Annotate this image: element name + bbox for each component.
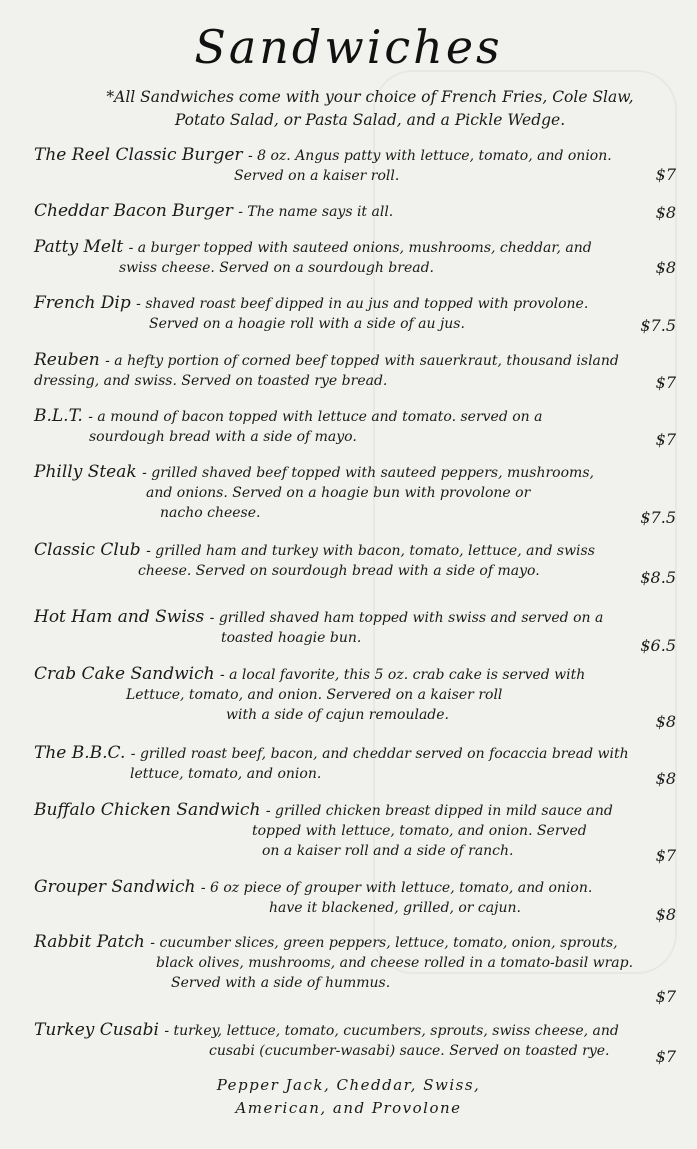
menu-item-description: Served on a hoagie roll with a side of au jus. xyxy=(149,316,465,332)
menu-item-description-line xyxy=(34,821,624,841)
menu-item-price: $8 xyxy=(655,769,676,788)
menu-item-description-line xyxy=(34,973,624,993)
menu-item-description: - 8 oz. Angus patty with lettuce, tomato, and onion. xyxy=(247,148,612,164)
menu-item-description-line xyxy=(34,371,624,391)
menu-item-first-line xyxy=(34,406,624,427)
menu-item-first-line xyxy=(34,237,624,258)
menu-item-first-line xyxy=(34,540,624,561)
menu-item-description: sourdough bread with a side of mayo. xyxy=(89,429,357,445)
menu-item-description-line xyxy=(34,1041,624,1061)
menu-item xyxy=(34,540,624,581)
menu-item-price: $7 xyxy=(655,430,676,449)
menu-item-first-line xyxy=(34,932,624,953)
menu-item-description: Served on a kaiser roll. xyxy=(234,168,400,184)
menu-item-name: Patty Melt xyxy=(34,237,129,257)
menu-item-description: toasted hoagie bun. xyxy=(221,630,362,646)
menu-item-first-line xyxy=(34,293,624,314)
menu-item xyxy=(34,607,624,648)
menu-item-name: Classic Club xyxy=(34,540,147,560)
menu-item-description: cusabi (cucumber-wasabi) sauce. Served on toasted rye. xyxy=(209,1043,610,1059)
menu-item-description: and onions. Served on a hoagie bun with provolone or xyxy=(146,485,531,501)
menu-item-price: $7 xyxy=(655,373,676,392)
menu-item-price: $8 xyxy=(655,712,676,731)
menu-item xyxy=(34,664,624,725)
menu-item-price: $7 xyxy=(655,165,676,184)
menu-item-first-line xyxy=(34,462,624,483)
menu-item-price: $7 xyxy=(655,846,676,865)
menu-item-description: swiss cheese. Served on a sourdough bread. xyxy=(119,260,434,276)
menu-item-name: Buffalo Chicken Sandwich xyxy=(34,800,266,820)
menu-item-name: Reuben xyxy=(34,350,106,370)
menu-item-description: black olives, mushrooms, and cheese rolled in a tomato-basil wrap. xyxy=(156,955,634,971)
menu-item-description: lettuce, tomato, and onion. xyxy=(130,766,322,782)
menu-item-description-line xyxy=(34,314,624,334)
menu-item-name: Rabbit Patch xyxy=(34,932,151,952)
menu-item-first-line xyxy=(34,607,624,628)
menu-item-name: B.L.T. xyxy=(34,406,89,426)
menu-item-description: cheese. Served on sourdough bread with a side of mayo. xyxy=(138,563,540,579)
menu-item xyxy=(34,743,629,784)
menu-item-description: nacho cheese. xyxy=(160,505,261,521)
menu-item-price: $8 xyxy=(655,203,676,222)
menu-item-description: with a side of cajun remoulade. xyxy=(226,707,450,723)
sides-note-line-1: *All Sandwiches come with your choice of French Fries, Cole Slaw, xyxy=(106,88,634,106)
menu-item-description: Lettuce, tomato, and onion. Servered on a kaiser roll xyxy=(126,687,503,703)
menu-item-description-line xyxy=(34,841,624,861)
menu-item-first-line xyxy=(34,743,629,764)
menu-item-description-line xyxy=(34,953,634,973)
menu-item xyxy=(34,201,624,222)
menu-item-price: $7 xyxy=(655,1047,676,1066)
menu-item-description: - grilled shaved ham topped with swiss and served on a xyxy=(209,610,604,626)
menu-item-name: French Dip xyxy=(34,293,137,313)
menu-item-description: dressing, and swiss. Served on toasted rye bread. xyxy=(34,373,388,389)
menu-item-description-line xyxy=(34,685,624,705)
menu-item-description: - grilled chicken breast dipped in mild sauce and xyxy=(265,803,613,819)
sandwich-sides-note xyxy=(90,86,650,132)
menu-item xyxy=(34,293,624,334)
menu-item-description: - The name says it all. xyxy=(238,204,394,220)
menu-item-description-line xyxy=(34,503,624,523)
menu-item-price: $7.5 xyxy=(640,508,676,527)
menu-item-first-line xyxy=(34,800,624,821)
menu-item-first-line xyxy=(34,201,624,222)
menu-item-description: - a hefty portion of corned beef topped with sauerkraut, thousand island xyxy=(105,353,619,369)
sides-note-line-2: Potato Salad, or Pasta Salad, and a Pickle Wedge. xyxy=(174,111,566,129)
menu-item-description-line xyxy=(34,561,624,581)
menu-item-name: Grouper Sandwich xyxy=(34,877,201,897)
menu-item xyxy=(34,237,624,278)
menu-item-description: - cucumber slices, green peppers, lettuce, tomato, onion, sprouts, xyxy=(150,935,618,951)
menu-item-description-line xyxy=(34,166,624,186)
menu-item xyxy=(34,406,624,447)
cheese-options-line-1: Pepper Jack, Cheddar, Swiss, xyxy=(216,1076,481,1094)
menu-item-description: - a burger topped with sauteed onions, mushrooms, cheddar, and xyxy=(128,240,592,256)
menu-item-price: $6.5 xyxy=(640,636,676,655)
menu-item-description: Served with a side of hummus. xyxy=(171,975,391,991)
menu-item-price: $7 xyxy=(655,987,676,1006)
cheese-options-line-2: American, and Provolone xyxy=(235,1099,462,1117)
menu-item-name: Philly Steak xyxy=(34,462,143,482)
menu-item-name: Crab Cake Sandwich xyxy=(34,664,220,684)
menu-item-price: $7.5 xyxy=(640,316,676,335)
menu-item-name: The B.B.C. xyxy=(34,743,131,763)
menu-item xyxy=(34,145,624,186)
menu-item-description-line xyxy=(34,898,624,918)
menu-item-description: - grilled shaved beef topped with sauteed peppers, mushrooms, xyxy=(142,465,594,481)
menu-item xyxy=(34,1020,624,1061)
menu-item xyxy=(34,877,624,918)
menu-item xyxy=(34,800,624,861)
menu-item xyxy=(34,462,624,523)
menu-item-price: $8 xyxy=(655,905,676,924)
menu-item-description-line xyxy=(34,628,624,648)
menu-item xyxy=(34,932,634,993)
menu-item-first-line xyxy=(34,664,624,685)
cheese-options xyxy=(0,1074,697,1120)
menu-item-description: - 6 oz piece of grouper with lettuce, tomato, and onion. xyxy=(200,880,593,896)
menu-item-description: - shaved roast beef dipped in au jus and topped with provolone. xyxy=(136,296,589,312)
menu-item-name: The Reel Classic Burger xyxy=(34,145,248,165)
menu-item-description-line xyxy=(34,258,624,278)
menu-item-description: - grilled ham and turkey with bacon, tomato, lettuce, and swiss xyxy=(146,543,595,559)
menu-item-first-line xyxy=(34,145,624,166)
page-title: Sandwiches xyxy=(194,20,503,74)
menu-item-first-line xyxy=(34,1020,624,1041)
menu-item-description: have it blackened, grilled, or cajun. xyxy=(269,900,521,916)
menu-item-description: - a mound of bacon topped with lettuce and tomato. served on a xyxy=(88,409,543,425)
menu-item-description: on a kaiser roll and a side of ranch. xyxy=(262,843,514,859)
menu-item-first-line xyxy=(34,350,624,371)
menu-item-description: topped with lettuce, tomato, and onion. Served xyxy=(252,823,587,839)
menu-item-description-line xyxy=(34,764,624,784)
menu-item-first-line xyxy=(34,877,624,898)
menu-item xyxy=(34,350,624,391)
menu-item-description: - grilled roast beef, bacon, and cheddar served on focaccia bread with xyxy=(130,746,629,762)
menu-item-description-line xyxy=(34,705,624,725)
menu-item-description: - a local favorite, this 5 oz. crab cake is served with xyxy=(219,667,586,683)
menu-item-description-line xyxy=(34,483,624,503)
menu-item-price: $8 xyxy=(655,258,676,277)
menu-item-description: - turkey, lettuce, tomato, cucumbers, sprouts, swiss cheese, and xyxy=(164,1023,619,1039)
menu-item-description-line xyxy=(34,427,624,447)
menu-item-name: Turkey Cusabi xyxy=(34,1020,165,1040)
menu-item-name: Hot Ham and Swiss xyxy=(34,607,210,627)
menu-item-price: $8.5 xyxy=(640,568,676,587)
menu-item-name: Cheddar Bacon Burger xyxy=(34,201,239,221)
